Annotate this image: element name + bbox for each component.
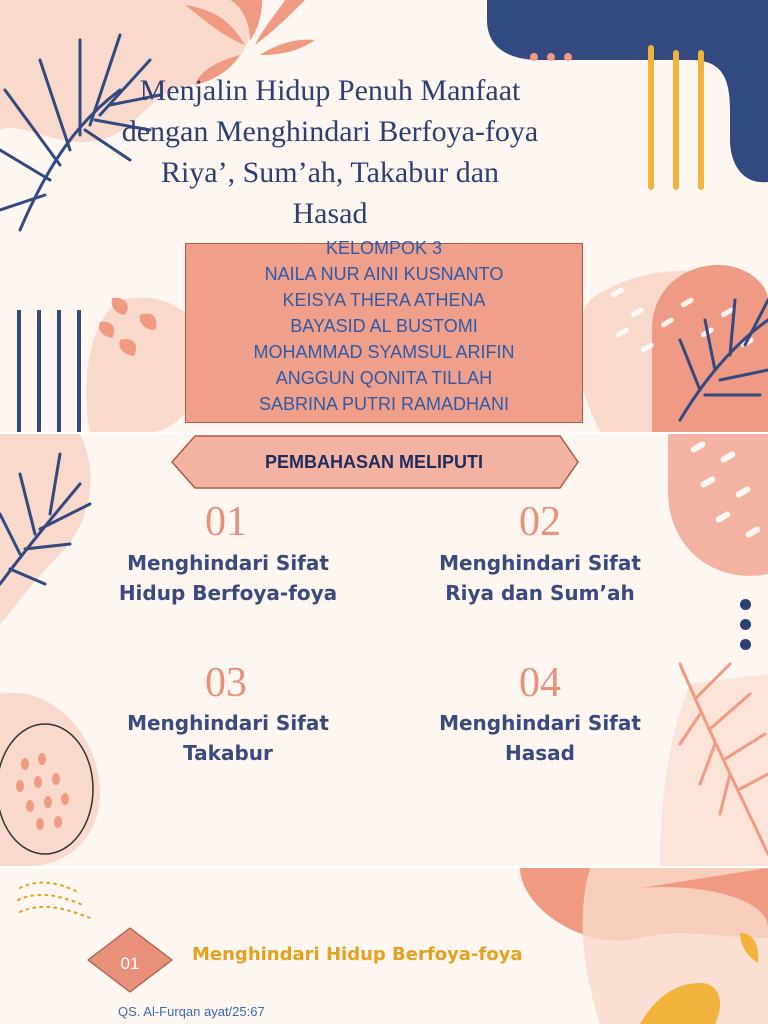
topic-line: Menghindari Sifat — [439, 711, 641, 735]
topic-line: Hasad — [505, 741, 575, 765]
yellow-bar — [673, 50, 679, 190]
topics-slide-decoration — [0, 434, 768, 866]
title-slide — [0, 0, 768, 432]
topic-line: Takabur — [183, 741, 273, 765]
section-banner: PEMBAHASAN MELIPUTI — [264, 452, 483, 472]
yellow-bar — [698, 50, 704, 190]
section-number-badge: 01 — [120, 954, 140, 973]
topic-item — [88, 548, 368, 608]
section-slide — [0, 868, 768, 1024]
member-name: BAYASID AL BUSTOMI — [290, 316, 478, 336]
member-name: SABRINA PUTRI RAMADHANI — [258, 394, 510, 414]
topic-item — [400, 708, 680, 768]
topic-line: Menghindari Sifat — [439, 551, 641, 575]
member-name: MOHAMMAD SYAMSUL ARIFIN — [253, 342, 515, 362]
section-title: Menghindari Hidup Berfoya-foya — [192, 944, 523, 965]
presentation-title — [60, 70, 600, 234]
member-name: KEISYA THERA ATHENA — [282, 290, 486, 310]
topic-item — [88, 708, 368, 768]
group-heading: KELOMPOK 3 — [325, 238, 443, 258]
topics-slide — [0, 434, 768, 866]
verse-reference: QS. Al-Furqan ayat/25:67 — [118, 1004, 265, 1019]
topic-line: Menghindari Sifat — [127, 551, 329, 575]
more-dots-icon — [740, 599, 751, 659]
topic-number: 03 — [205, 660, 247, 706]
topic-number: 04 — [519, 660, 561, 706]
title-line: dengan Menghindari Berfoya-foya — [121, 115, 539, 148]
title-line: Riya’, Sum’ah, Takabur dan — [160, 156, 500, 189]
topic-line: Menghindari Sifat — [127, 711, 329, 735]
title-line: Hasad — [292, 197, 368, 230]
title-line: Menjalin Hidup Penuh Manfaat — [139, 74, 521, 107]
member-name: ANGGUN QONITA TILLAH — [275, 368, 493, 388]
group-members — [185, 235, 583, 417]
topic-number: 02 — [519, 499, 561, 545]
member-name: NAILA NUR AINI KUSNANTO — [264, 264, 504, 284]
topic-line: Riya dan Sum’ah — [445, 581, 635, 605]
yellow-bar — [648, 45, 654, 190]
topic-number: 01 — [205, 499, 247, 545]
topic-item — [400, 548, 680, 608]
topic-line: Hidup Berfoya-foya — [118, 581, 338, 605]
